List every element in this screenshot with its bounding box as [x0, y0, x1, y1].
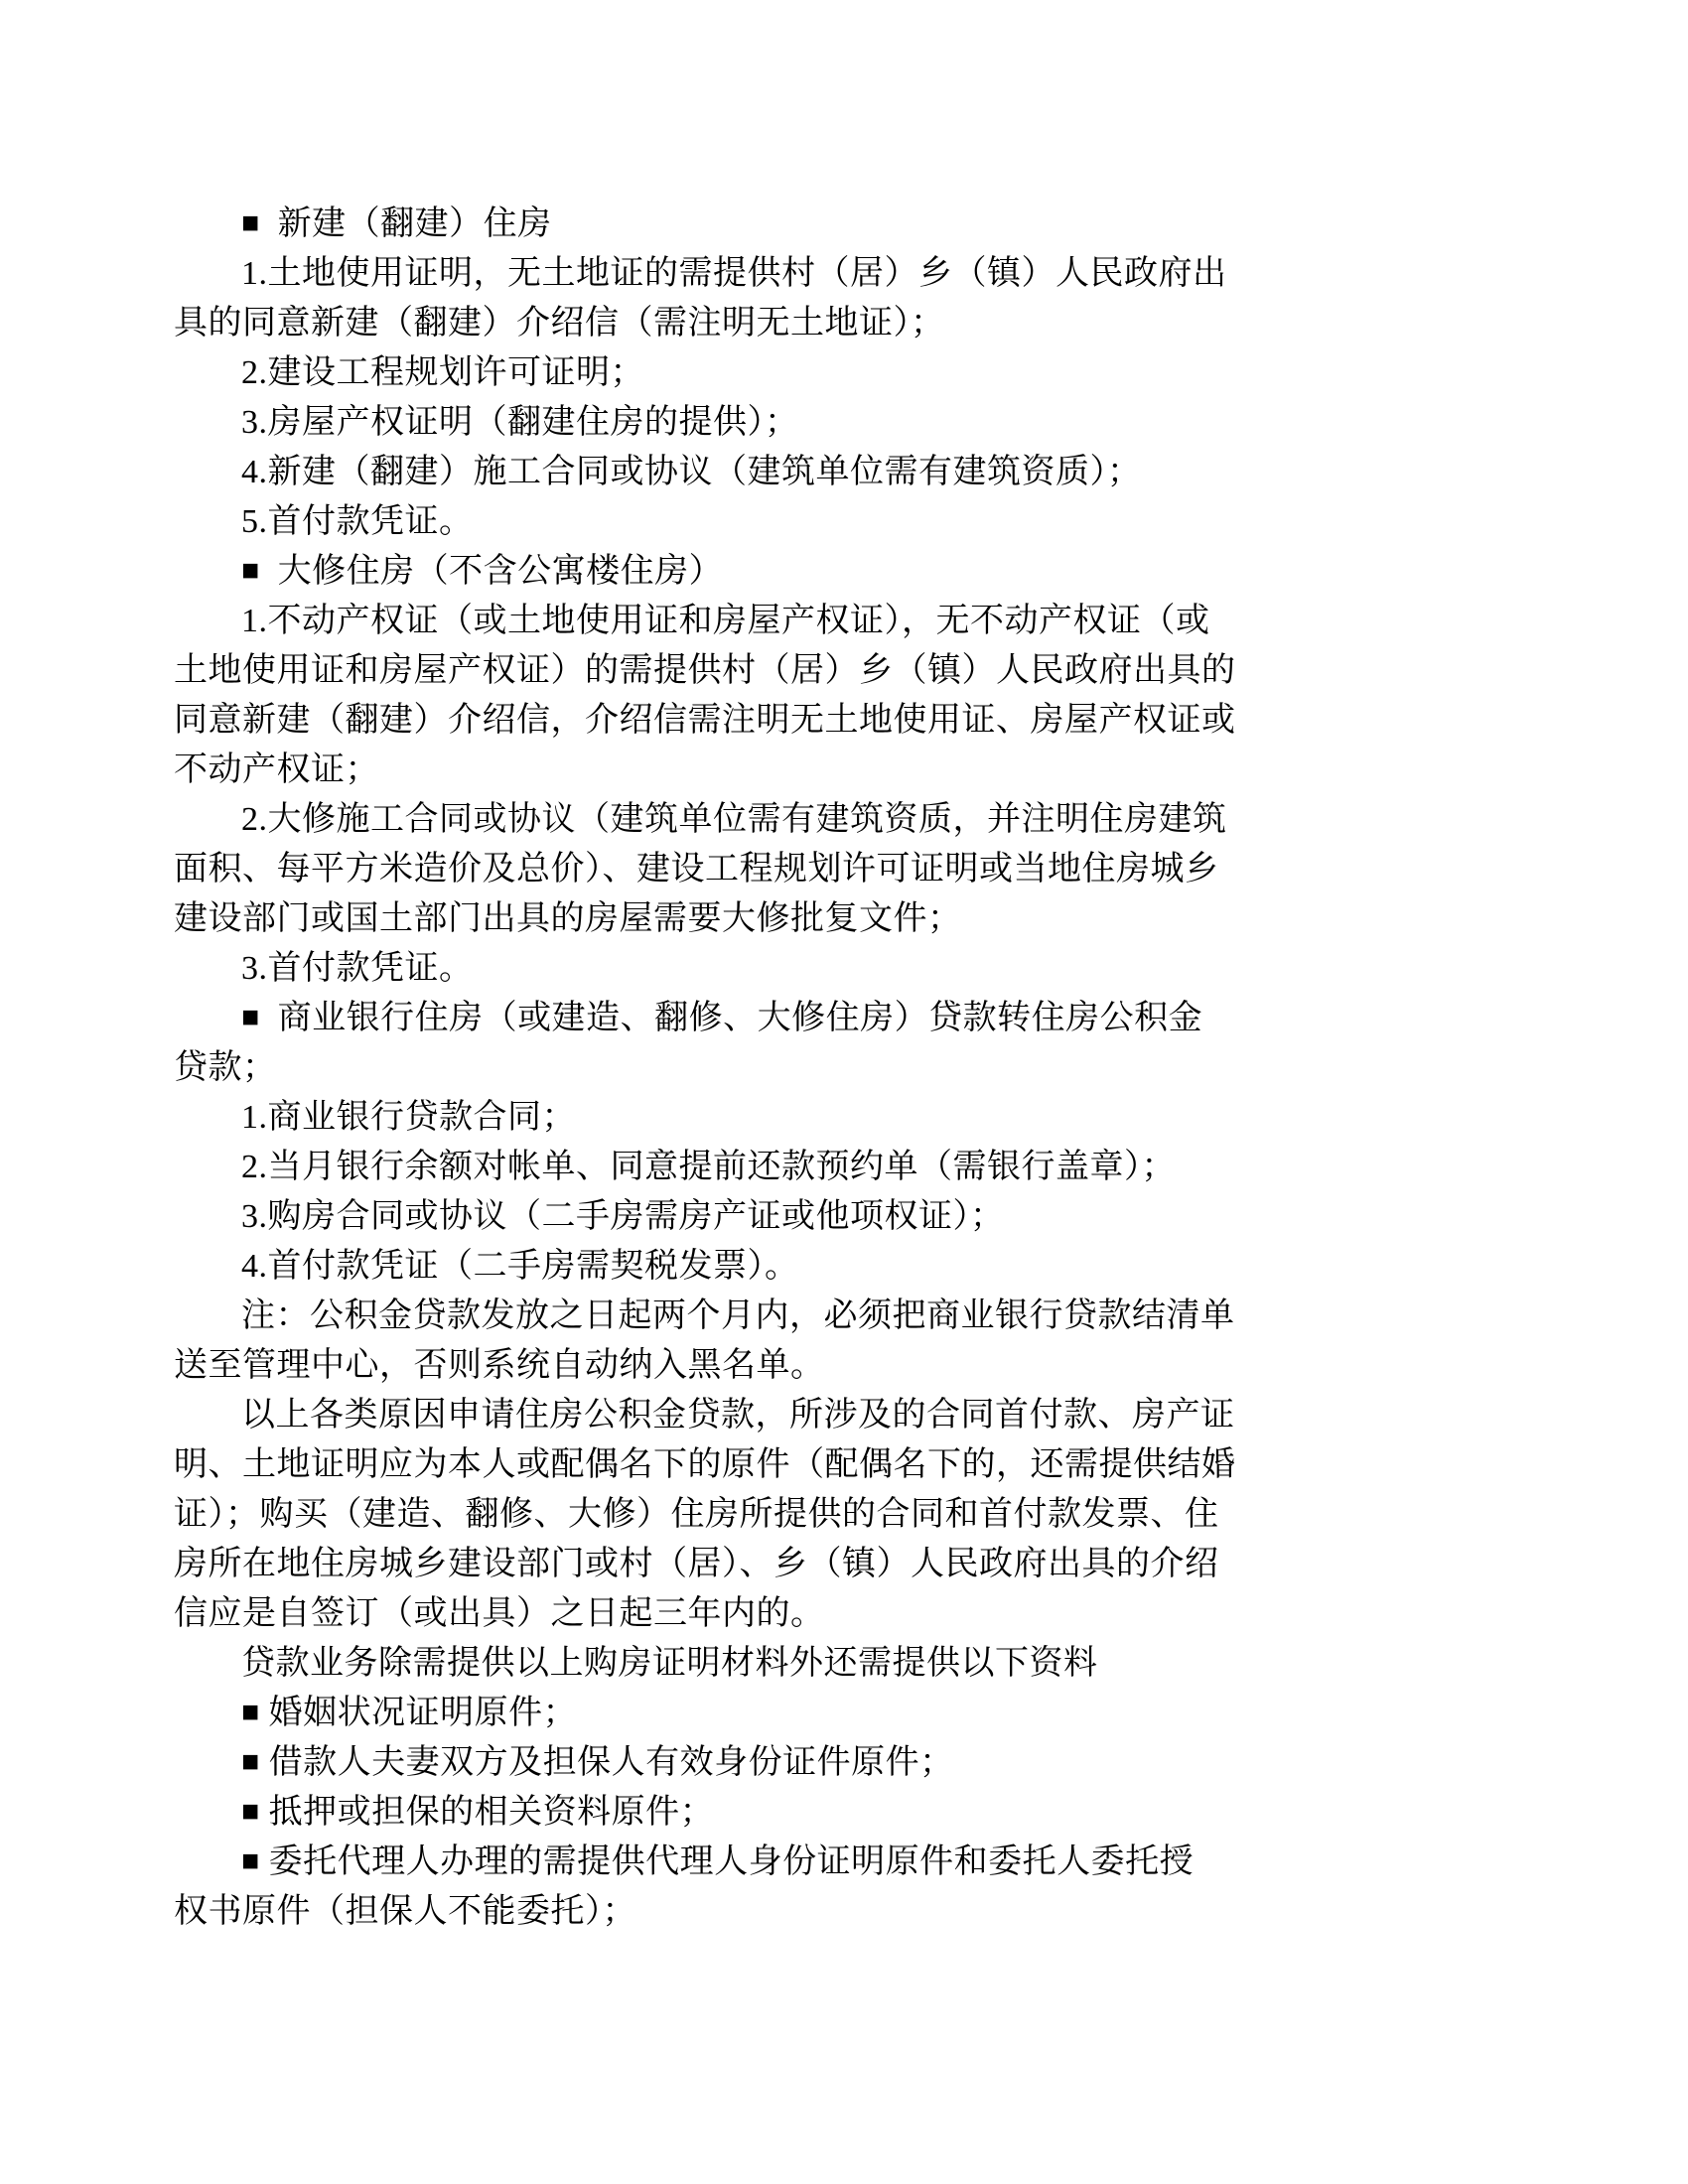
document-line — [174, 696, 1534, 746]
bullet-square-icon: ■ — [241, 206, 260, 239]
bullet-square-icon: ■ — [241, 1795, 260, 1828]
document-line — [174, 1788, 1534, 1838]
document-line — [174, 1838, 1534, 1887]
document-line — [174, 597, 1534, 646]
document-line — [174, 1043, 1534, 1093]
document-line — [174, 348, 1534, 398]
line-text: 注：公积金贷款发放之日起两个月内，必须把商业银行贷款结清单 — [241, 1297, 1235, 1334]
line-text: 1.商业银行贷款合同； — [241, 1099, 576, 1136]
document-line — [174, 1689, 1534, 1738]
line-text: 1.土地使用证明，无土地证的需提供村（居）乡（镇）人民政府出 — [241, 255, 1227, 292]
line-text: 1.不动产权证（或土地使用证和房屋产权证），无不动产权证（或 — [241, 603, 1210, 639]
line-text: 3.购房合同或协议（二手房需房产证或他项权证）； — [241, 1198, 1005, 1235]
document-line — [174, 795, 1534, 845]
document-line — [174, 448, 1534, 497]
line-text: 4.新建（翻建）施工合同或协议（建筑单位需有建筑资质）； — [241, 454, 1142, 490]
line-text: 具的同意新建（翻建）介绍信（需注明无土地证）； — [174, 305, 945, 341]
document-line — [174, 1490, 1534, 1540]
document-text-block — [174, 200, 1534, 1937]
line-text: 贷款业务除需提供以上购房证明材料外还需提供以下资料 — [241, 1645, 1098, 1682]
line-text: 权书原件（担保人不能委托）； — [174, 1893, 636, 1930]
line-text: 5.首付款凭证。 — [241, 503, 474, 540]
document-line — [174, 1887, 1534, 1937]
line-text: 3.房屋产权证明（翻建住房的提供）； — [241, 404, 799, 441]
bullet-square-icon: ■ — [241, 1696, 260, 1728]
line-text: 信应是自签订（或出具）之日起三年内的。 — [174, 1595, 825, 1632]
document-line — [174, 1639, 1534, 1689]
line-text: 2.大修施工合同或协议（建筑单位需有建筑资质，并注明住房建筑 — [241, 801, 1227, 838]
line-text: 同意新建（翻建）介绍信，介绍信需注明无土地使用证、房屋产权证或 — [174, 702, 1236, 739]
document-line — [174, 547, 1534, 597]
line-text: 明、土地证明应为本人或配偶名下的原件（配偶名下的，还需提供结婚 — [174, 1446, 1236, 1483]
document-line — [174, 1341, 1534, 1391]
line-text: 抵押或担保的相关资料原件； — [268, 1794, 715, 1831]
document-line — [174, 1143, 1534, 1192]
line-text: 以上各类原因申请住房公积金贷款，所涉及的合同首付款、房产证 — [241, 1397, 1235, 1433]
bullet-square-icon: ■ — [241, 1001, 260, 1033]
line-text: 4.首付款凭证（二手房需契税发票）。 — [241, 1248, 799, 1285]
document-line — [174, 1440, 1534, 1490]
line-text: 送至管理中心，否则系统自动纳入黑名单。 — [174, 1347, 825, 1384]
document-line — [174, 1242, 1534, 1292]
document-line — [174, 497, 1534, 547]
line-text: 大修住房（不含公寓楼住房） — [277, 553, 724, 590]
document-line — [174, 249, 1534, 299]
document-line — [174, 299, 1534, 348]
line-text: 商业银行住房（或建造、翻修、大修住房）贷款转住房公积金 — [277, 1000, 1203, 1036]
document-line — [174, 1292, 1534, 1341]
bullet-square-icon: ■ — [241, 1844, 260, 1877]
document-line — [174, 1589, 1534, 1639]
line-text: 委托代理人办理的需提供代理人身份证明原件和委托人委托授 — [268, 1843, 1195, 1880]
document-line — [174, 398, 1534, 448]
line-text: 2.当月银行余额对帐单、同意提前还款预约单（需银行盖章）； — [241, 1149, 1176, 1185]
document-line — [174, 1540, 1534, 1589]
document-line — [174, 646, 1534, 696]
bullet-square-icon: ■ — [241, 1745, 260, 1778]
document-line — [174, 994, 1534, 1043]
document-line — [174, 894, 1534, 944]
line-text: 新建（翻建）住房 — [277, 205, 552, 242]
document-line — [174, 1738, 1534, 1788]
line-text: 建设部门或国土部门出具的房屋需要大修批复文件； — [174, 900, 962, 937]
line-text: 房所在地住房城乡建设部门或村（居）、乡（镇）人民政府出具的介绍 — [174, 1546, 1219, 1582]
document-line — [174, 1391, 1534, 1440]
document-line — [174, 845, 1534, 894]
line-text: 3.首付款凭证。 — [241, 950, 474, 987]
line-text: 面积、每平方米造价及总价）、建设工程规划许可证明或当地住房城乡 — [174, 851, 1219, 887]
document-line — [174, 200, 1534, 249]
line-text: 贷款； — [174, 1049, 277, 1086]
line-text: 土地使用证和房屋产权证）的需提供村（居）乡（镇）人民政府出具的 — [174, 652, 1236, 689]
line-text: 婚姻状况证明原件； — [268, 1695, 578, 1731]
document-line — [174, 944, 1534, 994]
bullet-square-icon: ■ — [241, 554, 260, 587]
line-text: 借款人夫妻双方及担保人有效身份证件原件； — [268, 1744, 954, 1781]
document-line — [174, 1192, 1534, 1242]
line-text: 证）；购买（建造、翻修、大修）住房所提供的合同和首付款发票、住 — [174, 1496, 1219, 1533]
document-line — [174, 1093, 1534, 1143]
document-line — [174, 746, 1534, 795]
line-text: 2.建设工程规划许可证明； — [241, 354, 644, 391]
line-text: 不动产权证； — [174, 751, 379, 788]
